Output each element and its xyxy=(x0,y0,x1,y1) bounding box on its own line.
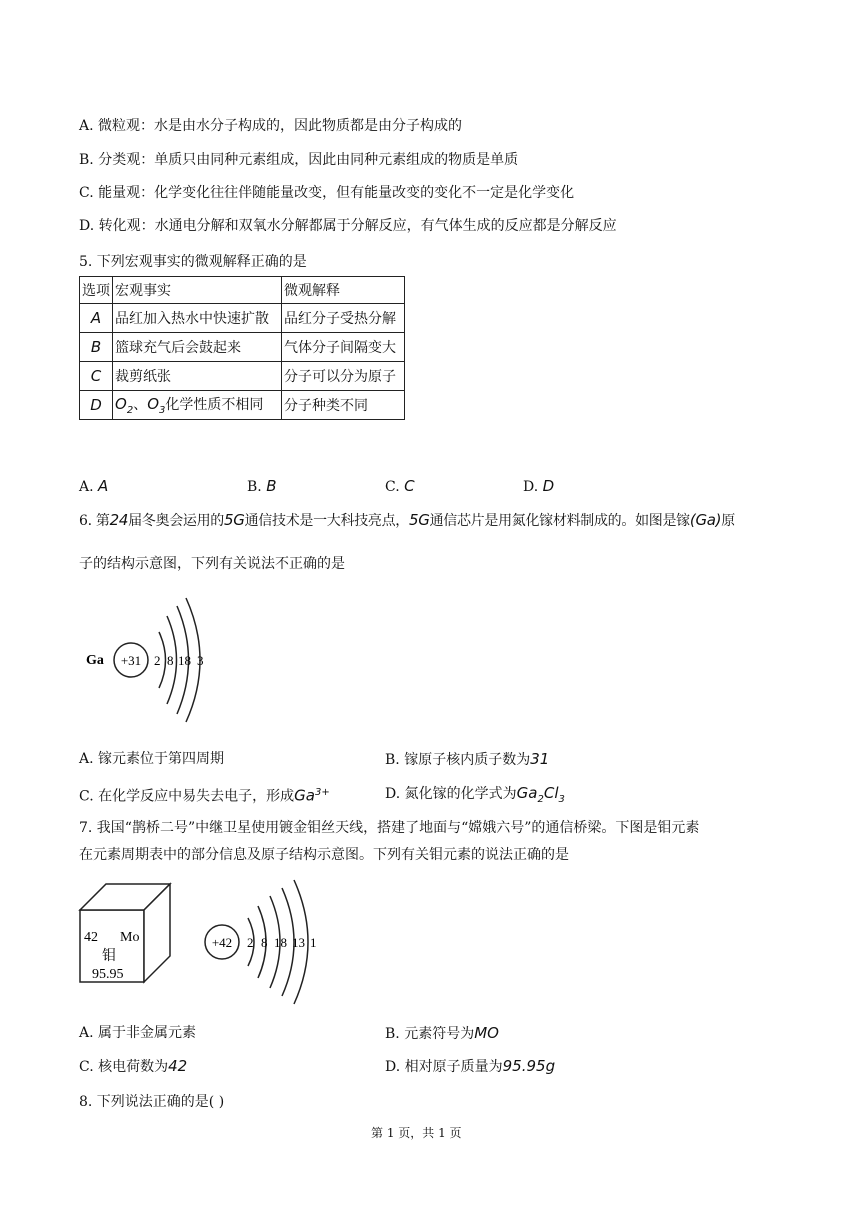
text: B. 元素符号为 xyxy=(385,1026,475,1042)
nucleus-charge: +42 xyxy=(211,935,233,950)
text: C. 核电荷数为 xyxy=(79,1059,169,1075)
nucleus-charge: +31 xyxy=(120,653,142,668)
molybdenum-atom-diagram xyxy=(200,878,340,1008)
row-option: C xyxy=(80,362,113,391)
ion-symbol: Ga xyxy=(294,786,315,805)
formula-o2: O xyxy=(115,395,127,414)
header-fact: 宏观事实 xyxy=(113,277,282,304)
value: 95.95g xyxy=(502,1057,556,1075)
q6-stem-line2: 子的结构示意图，下列有关说法不正确的是 xyxy=(79,556,345,572)
shell-electrons: 8 xyxy=(261,935,268,950)
gallium-atom-diagram xyxy=(80,596,240,726)
answer-prefix: B. xyxy=(247,479,262,495)
value: 31 xyxy=(530,750,550,768)
value: MO xyxy=(474,1024,499,1042)
shell-electrons: 1 xyxy=(310,935,317,950)
number: 24 xyxy=(109,511,129,529)
q7-stem-line1: 7. 我国“鹊桥二号”中继卫星使用镀金钼丝天线，搭建了地面与“嫦娥六号”的通信桥梁。下图是钼元素 xyxy=(79,820,700,836)
answer-value: B xyxy=(266,477,277,495)
text: 原 xyxy=(721,513,735,529)
q4-option-a: A. 微粒观：水是由水分子构成的，因此物质都是由分子构成的 xyxy=(79,118,463,134)
text: D. 相对原子质量为 xyxy=(385,1059,503,1075)
atomic-number: 42 xyxy=(84,930,98,945)
q5-answer-a xyxy=(79,477,108,496)
answer-prefix: D. xyxy=(523,479,539,495)
shell-electrons: 13 xyxy=(292,935,305,950)
shell-electrons: 2 xyxy=(154,653,161,668)
q5-answer-b xyxy=(247,477,277,496)
text: 通信芯片是用氮化镓材料制成的。如图是镓 xyxy=(429,513,690,529)
shell-electrons: 2 xyxy=(247,935,254,950)
table-row xyxy=(80,362,405,391)
table-row xyxy=(80,333,405,362)
text: C. 在化学反应中易失去电子，形成 xyxy=(79,788,295,805)
shell-electrons: 18 xyxy=(178,653,191,668)
q4-option-d: D. 转化观：水通电分解和双氧水分解都属于分解反应，有气体生成的反应都是分解反应 xyxy=(79,218,617,234)
symbol-ga: (Ga) xyxy=(689,511,722,529)
text: 通信技术是一大科技亮点， xyxy=(244,513,409,529)
formula: Cl xyxy=(543,784,559,802)
answer-value: C xyxy=(404,477,415,495)
q6-option-b xyxy=(385,750,549,769)
shell-electrons: 3 xyxy=(197,653,204,668)
formula: Ga xyxy=(516,784,538,802)
subscript: 3 xyxy=(558,793,565,805)
row-explain: 分子可以分为原子 xyxy=(282,362,405,391)
text: B. 镓原子核内质子数为 xyxy=(385,752,531,768)
q6-option-d xyxy=(385,784,565,809)
fact-rest: 化学性质不相同 xyxy=(165,397,264,414)
q7-option-c xyxy=(79,1057,187,1076)
row-option: D xyxy=(80,391,113,420)
answer-value: D xyxy=(542,477,555,495)
table-row xyxy=(80,391,405,420)
q6-stem-line1 xyxy=(79,511,735,530)
q5-table xyxy=(79,276,405,420)
subscript: 2 xyxy=(126,404,134,416)
element-name: 钼 xyxy=(102,949,116,964)
q4-option-b: B. 分类观：单质只由同种元素组成，因此由同种元素组成的物质是单质 xyxy=(79,152,519,168)
header-explain: 微观解释 xyxy=(282,277,405,304)
q5-stem: 5. 下列宏观事实的微观解释正确的是 xyxy=(79,254,307,270)
term-5g: 5G xyxy=(224,511,245,529)
q8-stem: 8. 下列说法正确的是( ) xyxy=(79,1094,225,1110)
periodic-table-cell xyxy=(76,876,176,986)
term-5g: 5G xyxy=(409,511,430,529)
q7-option-d xyxy=(385,1057,555,1076)
row-explain: 气体分子间隔变大 xyxy=(282,333,405,362)
q6-option-a: A. 镓元素位于第四周期 xyxy=(79,751,225,767)
shell-electrons: 8 xyxy=(167,653,174,668)
table-row xyxy=(80,304,405,333)
text: D. 氮化镓的化学式为 xyxy=(385,786,517,802)
row-fact: 篮球充气后会鼓起来 xyxy=(113,333,282,362)
row-fact xyxy=(113,391,282,420)
q5-answer-d xyxy=(523,477,554,496)
element-symbol: Mo xyxy=(120,930,140,945)
q7-stem-line2: 在元素周期表中的部分信息及原子结构示意图。下列有关钼元素的说法正确的是 xyxy=(79,847,569,863)
subscript: 2 xyxy=(537,793,544,805)
answer-prefix: A. xyxy=(79,479,94,495)
row-explain: 品红分子受热分解 xyxy=(282,304,405,333)
header-option: 选项 xyxy=(80,277,113,304)
page-footer: 第 1 页，共 1 页 xyxy=(371,1126,462,1140)
shell-electrons: 18 xyxy=(274,935,287,950)
text: 6. 第 xyxy=(79,513,110,529)
q7-option-b xyxy=(385,1024,499,1043)
q5-answer-c xyxy=(385,477,415,496)
row-explain: 分子种类不同 xyxy=(282,391,405,420)
q7-option-a: A. 属于非金属元素 xyxy=(79,1025,197,1041)
row-option: B xyxy=(80,333,113,362)
answer-value: A xyxy=(98,477,109,495)
q4-option-c: C. 能量观：化学变化往往伴随能量改变，但有能量改变的变化不一定是化学变化 xyxy=(79,185,575,201)
row-fact: 裁剪纸张 xyxy=(113,362,282,391)
formula-o3: O xyxy=(147,395,159,414)
ion-charge: 3+ xyxy=(314,787,330,798)
separator: 、 xyxy=(133,397,148,414)
row-option: A xyxy=(80,304,113,333)
row-fact: 品红加入热水中快速扩散 xyxy=(113,304,282,333)
element-symbol: Ga xyxy=(86,653,104,668)
text: 届冬奥会运用的 xyxy=(128,513,225,529)
q6-option-c xyxy=(79,784,330,806)
table-header-row xyxy=(80,277,405,304)
answer-prefix: C. xyxy=(385,479,400,495)
subscript: 3 xyxy=(159,404,166,416)
value: 42 xyxy=(168,1057,188,1075)
atomic-mass: 95.95 xyxy=(92,967,124,982)
